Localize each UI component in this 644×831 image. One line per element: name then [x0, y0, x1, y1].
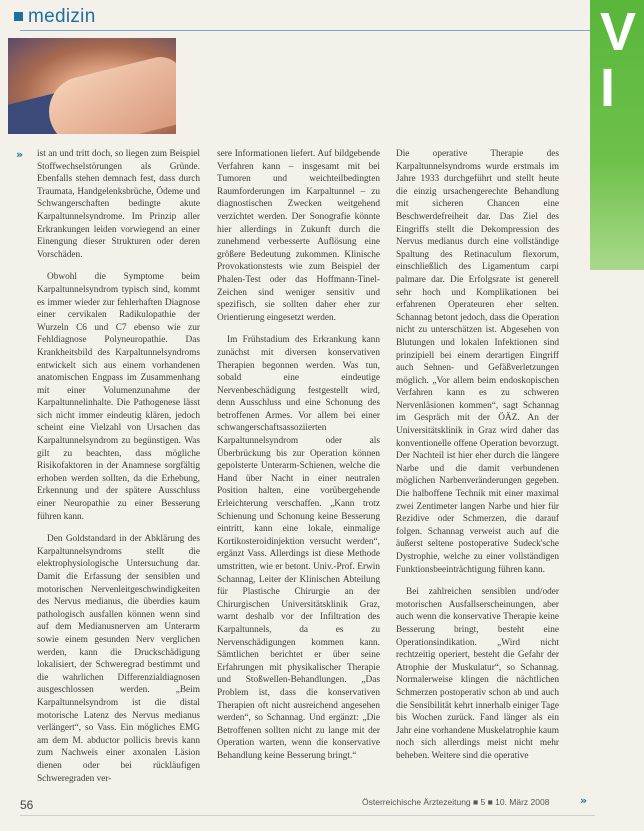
page-header: [0, 0, 644, 36]
paragraph: Bei zahlreichen sensiblen und/oder motorischen Ausfallserscheinungen, aber auch wenn die konservative Therapie keine Besserung bringt, besteht eine Operationsindikation. „Wird nicht rechtzeitig operiert, besteht die Gefahr der Atrophie der Muskulatur“, so Schannag. Normalerweise klingen die nächtlichen Schmerzen postoperativ schon ab und auch die Sensibilität kehrt innerhalb einiger Tage bis Wochen zurück. Fand länger als ein Jahr eine vorhandene Muskelatrophie kaum noch sich allerdings meist nicht mehr beheben. Weitere sind die operative: [396, 587, 559, 761]
paragraph: Obwohl die Symptome beim Karpaltunnelsyndrom typisch sind, kommt es immer wieder zur fehlerhaften Diagnose einer cervikalen Radikulopathie der Wurzeln C6 und C7 ebenso wie zur Fehldiagnose Polyneuropathie. Das Krankheitsbild des Karpaltunnelsyndroms entwickelt sich aus einem vorhandenen anatomischen Engpass im Zusammenhang mit einer Volumenzunahme der Karpaltunnelinhalte. Die Pathogenese lässt sich nicht immer eindeutig klären, jedoch scheint eine Vielzahl von Ursachen das Karpaltunnelsyndrom zu begünstigen. Was gilt zu beachten, dass mögliche Risikofaktoren in der Anamnese sorgfältig erhoben werden sollten, da die Erhebung, Erkennung und der spätere Ausschluss einer Neuropathie zu einer Besserung führen kann.: [37, 272, 200, 522]
wrist-photo: [8, 38, 176, 134]
publication-info: Österreichische Ärztezeitung ■ 5 ■ 10. März 2008: [362, 797, 550, 807]
footer-rule: [20, 815, 595, 816]
paragraph: Die operative Therapie des Karpaltunnelsyndroms wurde erstmals im Jahre 1933 durchgeführt und stellt heute die einzig ursachengerechte Behandlung mit sicheren Chancen eine Beschwerdefreiheit dar. Das Ziel des Eingriffs stellt die Dekompression des Nervus medianus durch eine vollständige Spaltung des Retinaculum flexorum, einschließlich des Ligamentum carpi palmare dar. Die Erfolgsrate ist generell sehr hoch und Komplikationen bei erfahrenen Operateuren eher selten. Schannag betont jedoch, dass die Operation nicht zu unterschätzen ist. Abgesehen von Blutungen und lokalen Infektionen sind prinzipiell bei einem derartigen Eingriff auch Sehnen- und Gefäßverletzungen möglich. „Vor allem beim endoskopischen Verfahren kann es zu schweren Nervenläsionen kommen“, sagt Schannag im Gespräch mit der ÖÄZ. An der Universitätsklinik in Graz wird daher das konventionelle offene Operation bevorzugt. Der Nachteil ist hier eher durch die längere Narbe und die damit verbundenen möglichen Narbenveränderungen gegeben. Die halboffene Technik mit einer maximal zwei Zentimeter langen Narbe und hier für Rezidive oder Schmerzen, die darauf folgen. Schannag verweist auch auf die äußerst seltene postoperative Sudeck'sche Dystrophie, welche zu einer vollständigen Funktionsbeeinträchtigung führen kann.: [396, 149, 559, 575]
paragraph: Den Goldstandard in der Abklärung des Karpaltunnelsyndroms stellt die elektrophysiologische Untersuchung dar. Damit die Erfassung der sensiblen und motorischen Nervenleitgeschwindigkeiten des Nervus medianus, die überdies kaum pathologisch ausfallen können wenn sind auf dem Medianusnerven am Unterarm sowie einem gesunden Nerv verglichen werden, kann die Druckschädigung lokalisiert, der Schweregrad bestimmt und die wahrlichen Differenzialdiagnosen ausgeschlossen werden. „Beim Karpaltunnelsyndrom ist die distal motorische Latenz des Nervus medianus verlängert“, so Vass. Ein mögliches EMG am dem M. abductor pollicis brevis kann zum Nachweis einer axonalen Läsion dienen oder bei rückläufigen Schweregraden ver-: [37, 534, 200, 784]
paragraph: ist an und tritt doch, so liegen zum Beispiel Stoffwechselstörungen als Gründe. Ebenfalls stehen demnach fest, dass durch Traumata, Handgelenksbrüche, Ödeme und Schwangerschaften bedingte akute Karpaltunnelsyndrome. Im Prinzip aller Erkrankungen leiden vorwiegend an einer Einengung dieser Strukturen oder deren Vorschäden.: [37, 149, 200, 260]
text-column-2: [217, 148, 380, 773]
section-title: medizin: [28, 6, 96, 27]
section-bullet: [14, 12, 23, 21]
header-rule: [20, 30, 590, 31]
text-column-3: [396, 148, 559, 773]
continued-from-icon: »: [16, 148, 24, 161]
photo-hand: [42, 52, 176, 134]
continued-on-icon: »: [580, 794, 588, 807]
paragraph: sere Informationen liefert. Auf bildgebende Verfahren kann – insgesamt mit bei Tumoren und weichteilbedingten Raumforderungen im Karpaltunnel – zu diagnostischen Zwecken weitgehend verzichtet werden. Der Sonografie könnte hier allerdings in Zukunft durch die zunehmend verbesserte Auflösung eine größere Bedeutung zukommen. Klinische Provokationstests wie zum Beispiel der Phalen-Test oder das Hoffmann-Tinel-Zeichen sind weniger sensitiv und spezifisch, sie sollten daher eher zur Orientierung eingesetzt werden.: [217, 149, 380, 323]
paragraph: Im Frühstadium des Erkrankung kann zunächst mit diversen konservativen Therapien begonnen werden. Was tun, sobald eine eindeutige Nervenbeschädigung festgestellt wird, denn Ausschluss und eine Schonung des betroffenen Armes. Vor allem bei einer schwangerschaftsassoziierten Karpaltunnelsyndrom oder als Überbrückung bis zur Operation können gepolsterte Unterarm-Schienen, welche die Hand über Nacht in einer neutralen Position halten, eine vorübergehende Erleichterung verschaffen. „Kann trotz Schienung und Schonung keine Besserung eintritt, kann eine lokale, einmalige Kortikosteroidinjektion versucht werden“, ergänzt Vass. Allerdings ist diese Methode umstritten, wie er betont. Univ.-Prof. Erwin Schannag, Leiter der Klinischen Abteilung für Plastische Chirurgie an der Chirurgischen Universitätsklinik Graz, warnt deshalb vor der Infiltration des Karpaltunnels, da es zu Nervenschädigungen kommen kann. Sämtlichen berichtet er über seine Erfahrungen mit physikalischer Therapie und Stoßwellen-Behandlungen. „Das Problem ist, dass die konservativen Therapien oft nicht ausreichend angesehen werden“, so Schannag. Und ergänzt: „Die Betroffenen sollten nicht zu lange mit der Operation warten, wenn die konservative Behandlung keine Besserung bringt.“: [217, 335, 380, 761]
text-column-1: [37, 148, 200, 795]
page-number: 56: [20, 798, 34, 812]
side-banner: [590, 0, 644, 270]
banner-text: V I: [600, 2, 637, 118]
